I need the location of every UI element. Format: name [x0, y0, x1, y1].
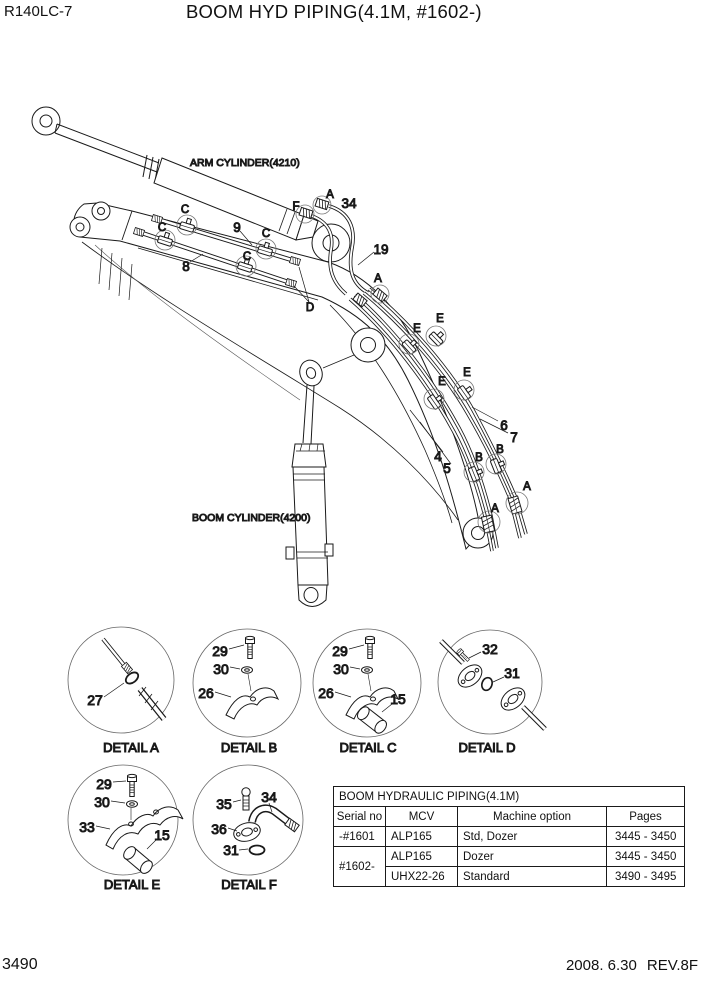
- spec-row-1: [334, 827, 685, 847]
- spec-cell-option-1: Std, Dozer: [458, 827, 607, 847]
- boom-drawing: [70, 202, 493, 549]
- callout-d: D: [305, 302, 315, 314]
- detail-a-part-27: 27: [87, 692, 103, 708]
- detail-b: [193, 629, 301, 755]
- boom-cylinder-label: BOOM CYLINDER(4200): [192, 512, 311, 524]
- spec-header-mcv: MCV: [386, 807, 458, 827]
- spec-cell-pages-2: 3445 - 3450: [607, 847, 685, 867]
- callout-c-3: C: [261, 228, 271, 240]
- spec-header-serial: Serial no: [334, 807, 386, 827]
- callout-a-3: A: [491, 503, 499, 515]
- detail-f-part-31: 31: [223, 842, 239, 858]
- detail-e-part-33: 33: [79, 819, 95, 835]
- spec-header-option: Machine option: [458, 807, 607, 827]
- callout-a-4: A: [523, 481, 531, 493]
- spec-table-title: BOOM HYDRAULIC PIPING(4.1M): [334, 787, 685, 807]
- spec-cell-mcv-1: ALP165: [386, 827, 458, 847]
- detail-b-part-29: 29: [212, 643, 228, 659]
- callout-19: 19: [373, 242, 389, 257]
- spec-cell-pages-1: 3445 - 3450: [607, 827, 685, 847]
- detail-c-part-15: 15: [390, 691, 406, 707]
- callout-c-1: C: [180, 204, 190, 216]
- detail-e-title: DETAIL E: [103, 877, 161, 892]
- spec-cell-serial-2: #1602-: [334, 847, 386, 887]
- spec-cell-mcv-2: ALP165: [386, 847, 458, 867]
- detail-d-part-32: 32: [482, 641, 498, 657]
- spec-table: [333, 786, 685, 887]
- detail-e-part-15: 15: [154, 827, 170, 843]
- page-title: BOOM HYD PIPING(4.1M, #1602-): [186, 1, 482, 22]
- callout-7: 7: [510, 430, 518, 445]
- detail-f-part-35: 35: [216, 796, 232, 812]
- callout-e-2: E: [436, 313, 444, 325]
- callout-e-1: E: [413, 323, 421, 335]
- callout-5: 5: [443, 461, 451, 476]
- detail-e: [68, 765, 183, 892]
- callout-c-2: C: [157, 222, 167, 234]
- callout-e-4: E: [463, 367, 471, 379]
- revision-date: 2008. 6.30: [565, 957, 637, 974]
- detail-c-part-26: 26: [318, 685, 334, 701]
- detail-f-title: DETAIL F: [221, 877, 277, 892]
- callout-34: 34: [341, 196, 357, 211]
- detail-f: [193, 765, 303, 892]
- spec-cell-serial-1: -#1601: [334, 827, 386, 847]
- callout-e-3: E: [438, 376, 446, 388]
- boom-cylinder-drawing: [286, 357, 333, 606]
- spec-cell-mcv-3: UHX22-26: [386, 867, 458, 887]
- callout-9: 9: [233, 220, 241, 235]
- detail-c-title: DETAIL C: [339, 740, 397, 755]
- revision-code: REV.8F: [646, 957, 698, 974]
- spec-cell-pages-3: 3490 - 3495: [607, 867, 685, 887]
- spec-cell-option-3: Standard: [458, 867, 607, 887]
- model-code: R140LC-7: [4, 3, 73, 20]
- detail-b-part-30: 30: [213, 661, 229, 677]
- callout-4: 4: [434, 449, 442, 464]
- detail-c-part-30: 30: [333, 661, 349, 677]
- callout-8: 8: [182, 259, 190, 274]
- detail-d: [438, 630, 545, 755]
- detail-a-title: DETAIL A: [103, 740, 159, 755]
- detail-e-part-30: 30: [94, 794, 110, 810]
- spec-header-pages: Pages: [607, 807, 685, 827]
- detail-c: [313, 629, 421, 755]
- callout-c-4: C: [242, 251, 252, 263]
- detail-d-title: DETAIL D: [458, 740, 516, 755]
- callout-b-2: B: [496, 444, 504, 456]
- callout-a-1: A: [326, 189, 334, 201]
- revision-info: [556, 957, 698, 974]
- detail-b-title: DETAIL B: [220, 740, 278, 755]
- callout-b-1: B: [475, 452, 483, 464]
- detail-f-part-34: 34: [261, 789, 277, 805]
- detail-e-part-29: 29: [96, 776, 112, 792]
- detail-f-part-36: 36: [211, 821, 227, 837]
- page-number: 3490: [2, 956, 38, 973]
- detail-b-part-26: 26: [198, 685, 214, 701]
- callout-a-2: A: [374, 273, 382, 285]
- callout-f: F: [292, 201, 300, 213]
- spec-row-3: [334, 867, 685, 887]
- spec-row-2: [334, 847, 685, 867]
- detail-d-part-31: 31: [504, 665, 520, 681]
- detail-a: [68, 627, 174, 755]
- callout-6: 6: [500, 418, 508, 433]
- spec-cell-option-2: Dozer: [458, 847, 607, 867]
- detail-c-part-29: 29: [332, 643, 348, 659]
- arm-cylinder-label: ARM CYLINDER(4210): [190, 157, 300, 169]
